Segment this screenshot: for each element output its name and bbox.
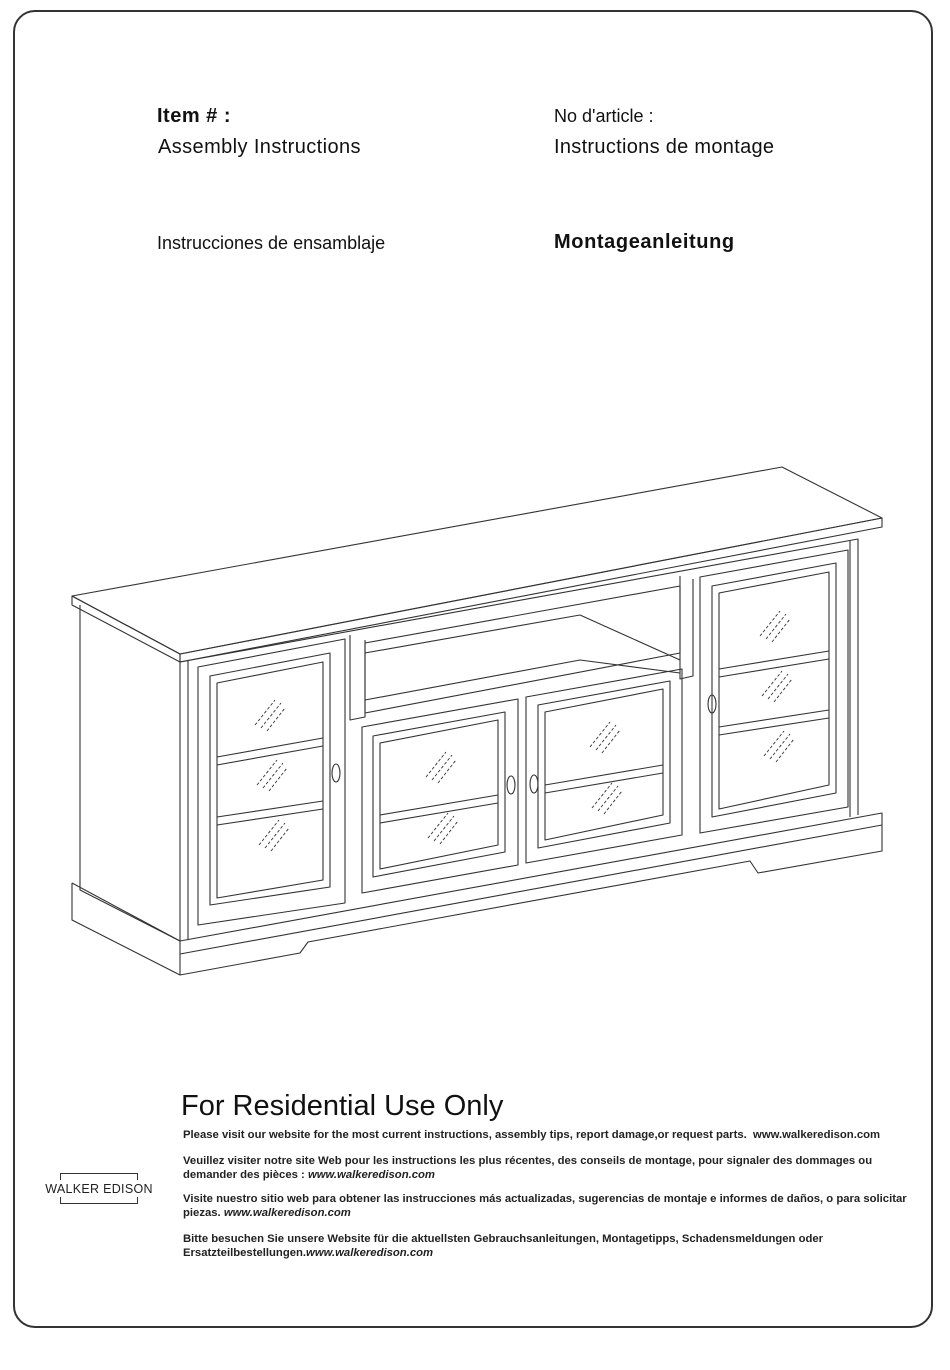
center-right-door-knob: [530, 775, 538, 793]
center-shelf-back: [365, 586, 680, 713]
residential-use-title: For Residential Use Only: [181, 1090, 504, 1122]
no-article-label: No d'article :: [554, 106, 654, 126]
website-link-fr[interactable]: www.walkeredison.com: [307, 1169, 435, 1181]
center-divider-right: [680, 576, 693, 679]
paragraph-english-text: Please visit our website for the most current instructions, assembly tips, report damage,or request parts.: [183, 1129, 747, 1141]
top-panel-edge-front: [180, 518, 882, 662]
montageanleitung-title: Montageanleitung: [554, 231, 735, 253]
top-panel-edge-left: [72, 596, 180, 662]
website-link-es[interactable]: www.walkeredison.com: [223, 1207, 351, 1219]
paragraph-spanish: [183, 1192, 909, 1220]
logo-bracket-bottom: [60, 1197, 138, 1204]
paragraph-french: [183, 1154, 909, 1182]
left-door-knob: [332, 764, 340, 782]
tv-stand-illustration: [60, 455, 890, 985]
paragraph-german-text: Bitte besuchen Sie unsere Website für die aktuellsten Gebrauchsanleitungen, Montagetipps, Schadensmeldungen oder Ersatzteilbestellungen.: [183, 1233, 824, 1259]
website-link-de[interactable]: www.walkeredison.com: [306, 1247, 434, 1259]
top-panel: [72, 467, 882, 654]
assembly-instructions-title: Assembly Instructions: [158, 136, 361, 158]
walker-edison-logo: [41, 1173, 157, 1205]
item-number-label: Item # :: [157, 105, 232, 127]
instrucciones-ensamblaje-title: Instrucciones de ensamblaje: [157, 233, 386, 253]
left-side-panel: [80, 605, 180, 941]
center-divider-left: [350, 635, 365, 720]
paragraph-spanish-text: Visite nuestro sitio web para obtener las instrucciones más actualizadas, sugerencias de montaje e informes de daños, o para solicitar piezas.: [183, 1193, 907, 1219]
base-top-edge: [180, 813, 882, 954]
center-left-door-knob: [507, 776, 515, 794]
logo-bracket-top: [60, 1173, 138, 1180]
paragraph-english: [183, 1128, 909, 1142]
base-left: [72, 883, 180, 975]
website-link-en[interactable]: www.walkeredison.com: [753, 1129, 881, 1141]
logo-text: WALKER EDISON: [45, 1182, 153, 1196]
base-front: [180, 825, 882, 975]
paragraph-german: [183, 1232, 909, 1260]
instructions-montage-title: Instructions de montage: [554, 136, 775, 158]
paragraph-french-text: Veuillez visiter notre site Web pour les instructions les plus récentes, des conseils de montage, pour signaler des dommages ou demander des pièces :: [183, 1155, 873, 1181]
